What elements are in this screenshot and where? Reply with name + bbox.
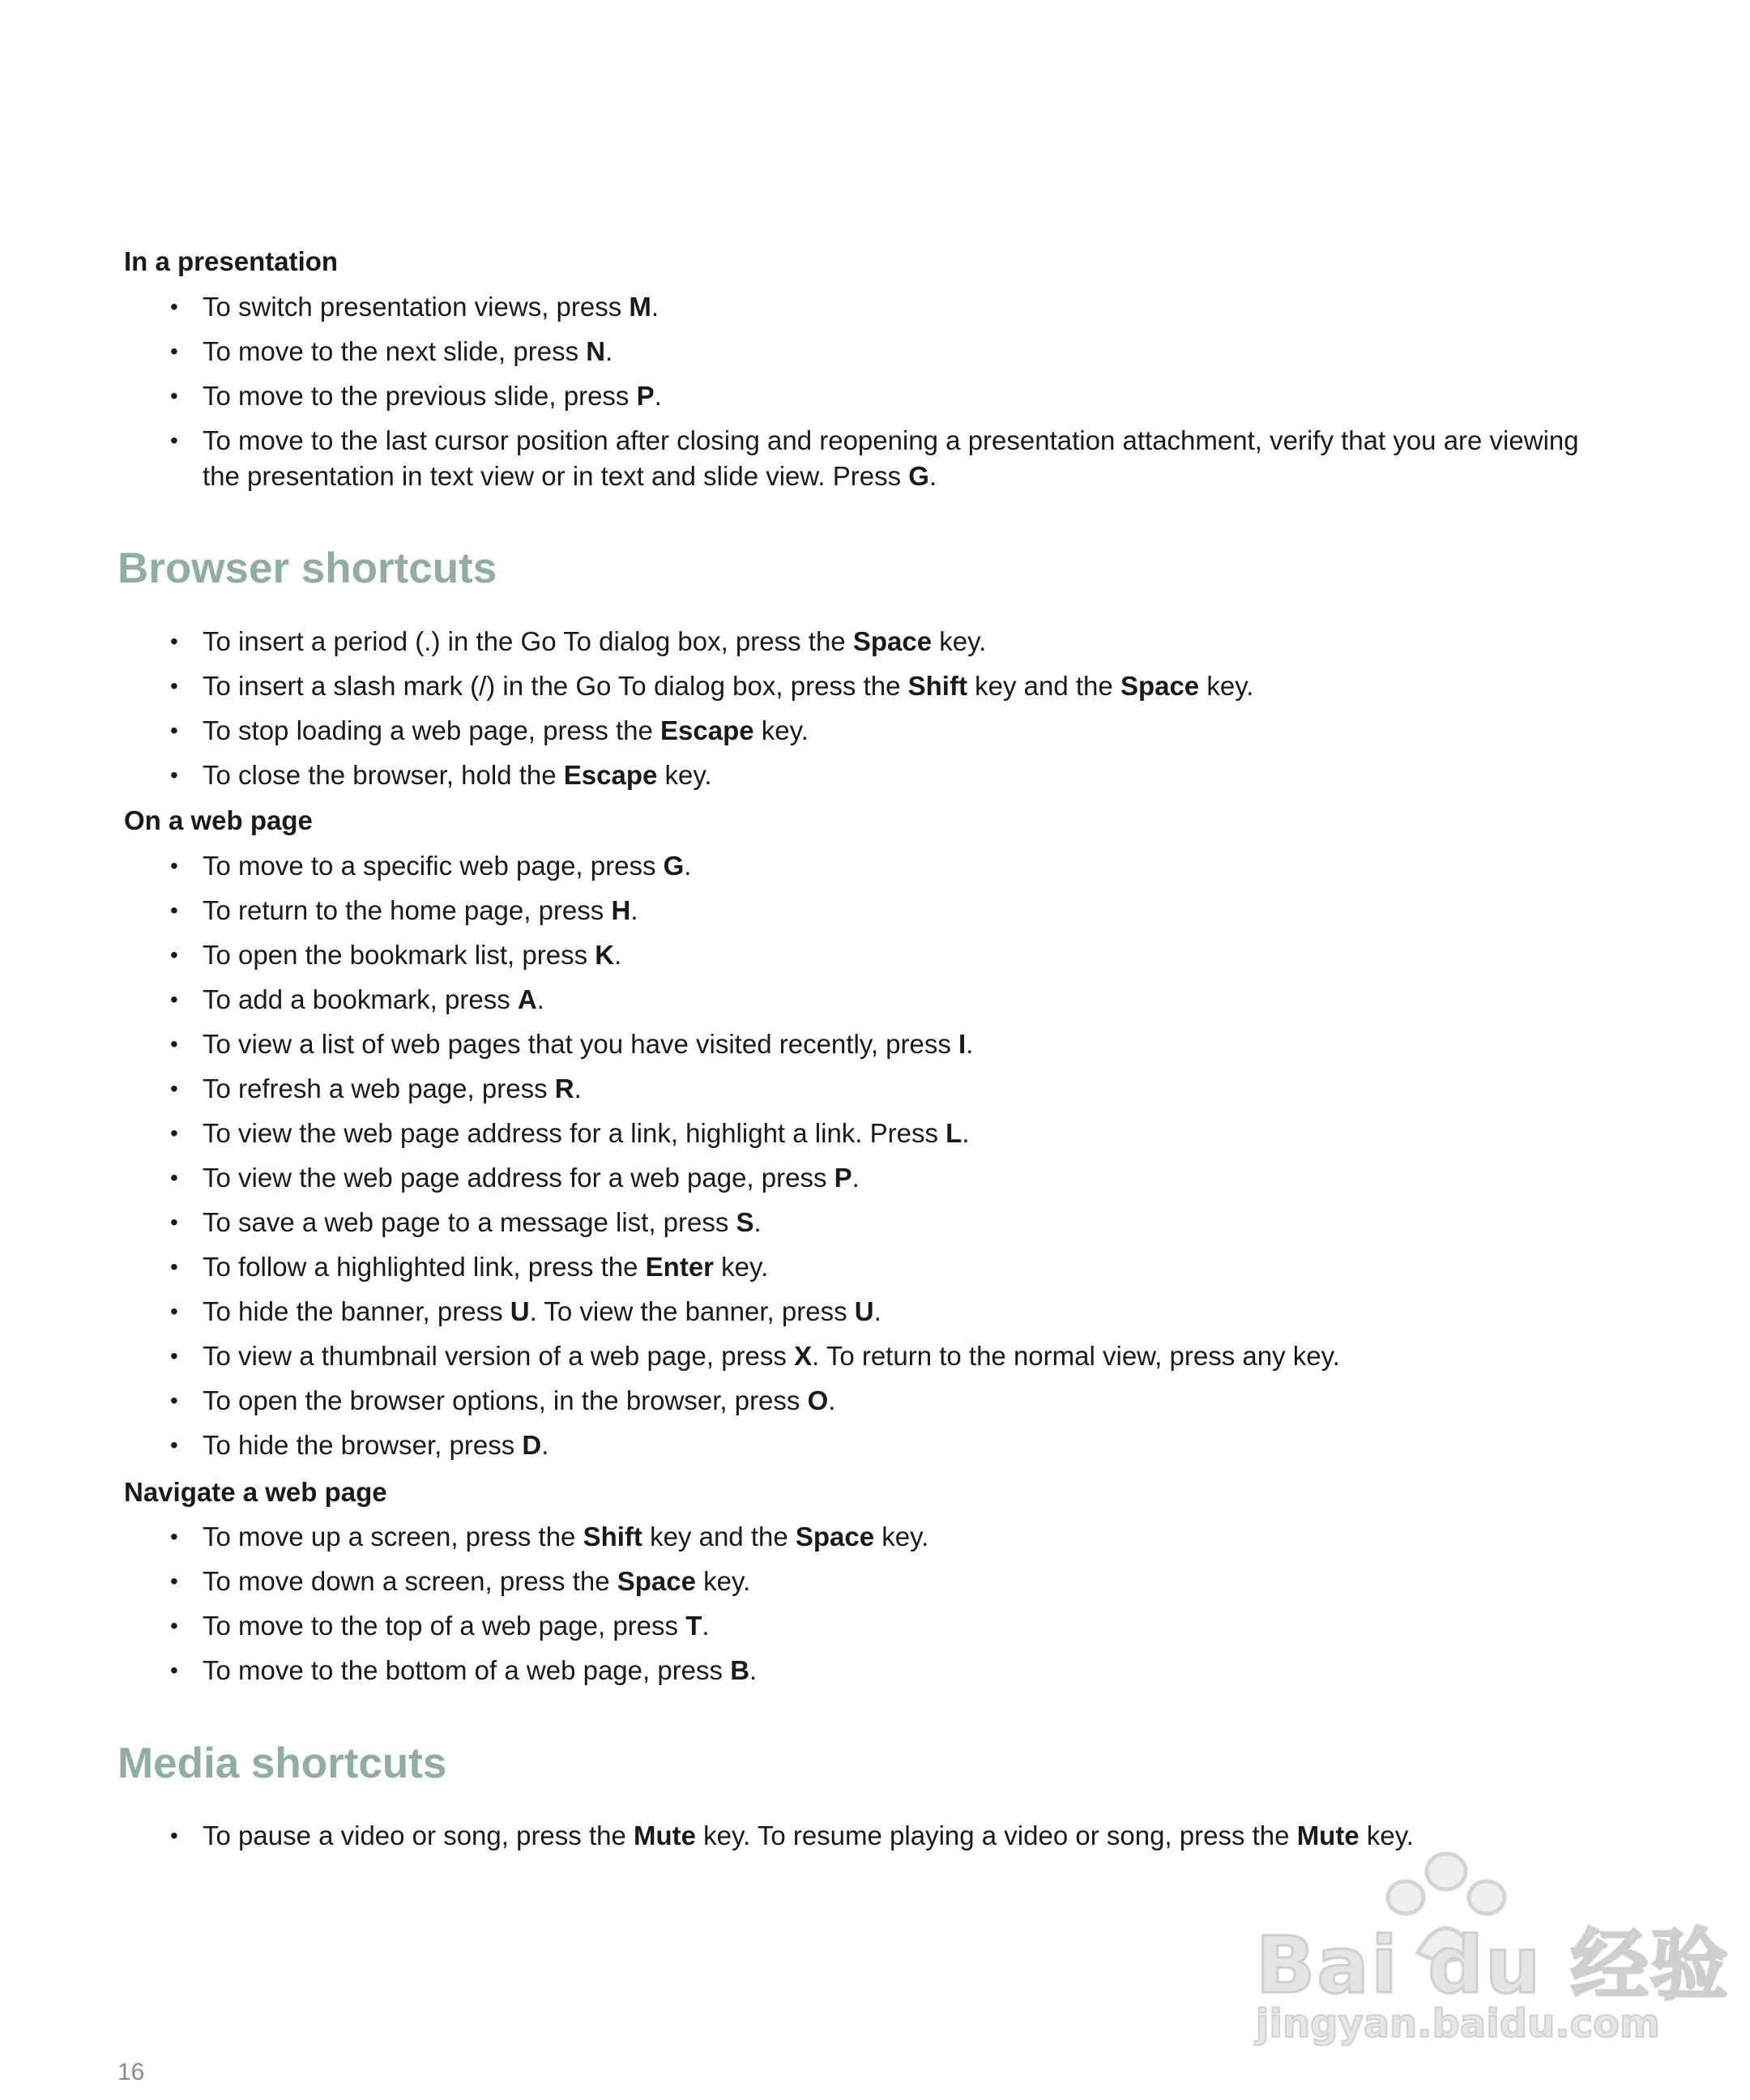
watermark-brand: Bai du 经验	[1256, 1920, 1730, 2011]
key-name: L	[945, 1118, 962, 1148]
item-text: . To view the banner, press	[529, 1296, 855, 1326]
key-name: K	[595, 940, 615, 970]
key-name: Mute	[634, 1820, 696, 1850]
key-name: R	[554, 1073, 574, 1103]
key-name: X	[794, 1341, 813, 1371]
item-text: key.	[657, 760, 712, 790]
bullet-icon: •	[170, 1120, 178, 1146]
list-item	[0, 1116, 1750, 1151]
bullet-icon: •	[170, 1165, 178, 1190]
key-name: D	[522, 1430, 542, 1460]
item-text: key.	[714, 1252, 769, 1282]
bullet-icon: •	[170, 428, 178, 453]
list-item	[0, 893, 1750, 928]
item-text: To switch presentation views, press	[203, 292, 630, 322]
presentation-shortcut-list	[0, 289, 1750, 503]
list-item	[0, 334, 1750, 369]
key-name: U	[854, 1296, 874, 1326]
item-text: To move to the previous slide, press	[203, 381, 637, 411]
bullet-icon: •	[170, 718, 178, 743]
item-text: To view the web page address for a web page, press	[203, 1163, 834, 1193]
key-name: H	[611, 895, 631, 925]
item-text: .	[684, 851, 692, 881]
key-name: Space	[617, 1566, 696, 1596]
list-item	[0, 1383, 1750, 1419]
item-text: To move to the last cursor position after closing and reopening a presentation attachment, verify that you are viewing the presentation in text view or in text and slide view. Press	[203, 425, 1579, 491]
key-name: A	[517, 984, 537, 1014]
item-text: .	[574, 1073, 582, 1103]
key-name: T	[685, 1611, 702, 1641]
item-text: key.	[874, 1522, 929, 1552]
list-item	[0, 1160, 1750, 1196]
key-name: G	[908, 461, 929, 491]
list-item	[0, 423, 1750, 494]
item-text: .	[536, 984, 544, 1014]
item-text: To move to the next slide, press	[203, 336, 587, 366]
item-text: To close the browser, hold the	[203, 760, 564, 790]
bullet-icon: •	[170, 1031, 178, 1056]
item-text: To open the bookmark list, press	[203, 940, 595, 970]
list-item	[0, 1249, 1750, 1285]
item-text: .	[630, 895, 638, 925]
item-text: .	[654, 381, 662, 411]
item-text: To hide the banner, press	[203, 1296, 510, 1326]
key-name: Space	[1120, 671, 1200, 701]
key-name: M	[629, 292, 651, 322]
item-text: To move down a screen, press the	[203, 1566, 617, 1596]
item-text: To move to the top of a web page, press	[203, 1611, 686, 1641]
item-text: .	[873, 1296, 881, 1326]
list-item	[0, 1294, 1750, 1330]
item-text: . To return to the normal view, press any key.	[812, 1341, 1340, 1371]
item-text: .	[753, 1207, 762, 1237]
item-text: key.	[1359, 1820, 1414, 1850]
item-text: To view the web page address for a link, highlight a link. Press	[203, 1118, 946, 1148]
bullet-icon: •	[170, 1343, 178, 1368]
item-text: To follow a highlighted link, press the	[203, 1252, 646, 1282]
item-text: To return to the home page, press	[203, 895, 612, 925]
list-item	[0, 1338, 1750, 1374]
key-name: U	[510, 1296, 530, 1326]
item-text: To open the browser options, in the browser, press	[203, 1385, 808, 1415]
list-item	[0, 848, 1750, 884]
item-text: key and the	[967, 671, 1120, 701]
bullet-icon: •	[170, 1432, 178, 1458]
key-name: P	[834, 1163, 852, 1193]
key-name: Shift	[583, 1522, 642, 1552]
key-name: Enter	[645, 1252, 715, 1282]
key-name: S	[736, 1207, 754, 1237]
navigate-shortcut-list	[0, 1519, 1750, 1697]
page-number: 16	[117, 2059, 145, 2085]
bullet-icon: •	[170, 1210, 178, 1235]
key-name: Mute	[1296, 1820, 1359, 1850]
item-text: key.	[696, 1566, 751, 1596]
list-item	[0, 668, 1750, 704]
key-name: Space	[852, 626, 933, 656]
list-item	[0, 1608, 1750, 1644]
key-name: B	[730, 1655, 750, 1685]
bullet-icon: •	[170, 383, 178, 408]
bullet-icon: •	[170, 1658, 178, 1683]
list-item	[0, 1071, 1750, 1107]
key-name: Escape	[660, 715, 754, 745]
baidu-watermark	[1248, 1847, 1730, 2050]
bullet-icon: •	[170, 1299, 178, 1324]
item-text: To view a thumbnail version of a web page, press	[203, 1341, 795, 1371]
key-name: P	[636, 381, 655, 411]
section-title-browser-shortcuts: Browser shortcuts	[117, 544, 497, 592]
watermark-url: jingyan.baidu.com	[1256, 2001, 1660, 2047]
list-item	[0, 1564, 1750, 1599]
key-name: Space	[795, 1522, 875, 1552]
item-text: To save a web page to a message list, press	[203, 1207, 736, 1237]
item-text: key. To resume playing a video or song, press the	[696, 1820, 1297, 1850]
subheading-navigate-a-web-page: Navigate a web page	[124, 1477, 387, 1507]
subheading-in-a-presentation: In a presentation	[124, 246, 339, 276]
item-text: To pause a video or song, press the	[203, 1820, 634, 1850]
item-text: .	[928, 461, 937, 491]
key-name: O	[807, 1385, 829, 1415]
bullet-icon: •	[170, 339, 178, 364]
item-text: To insert a period (.) in the Go To dialog box, press the	[203, 626, 853, 656]
key-name: Escape	[563, 760, 658, 790]
bullet-icon: •	[170, 853, 178, 878]
bullet-icon: •	[170, 1613, 178, 1638]
bullet-icon: •	[170, 762, 178, 788]
item-text: To move up a screen, press the	[203, 1522, 583, 1552]
browser-shortcut-list	[0, 624, 1750, 802]
bullet-icon: •	[170, 294, 178, 319]
item-text: To insert a slash mark (/) in the Go To dialog box, press the	[203, 671, 908, 701]
section-title-media-shortcuts: Media shortcuts	[117, 1739, 447, 1787]
bullet-icon: •	[170, 1569, 178, 1594]
item-text: To move to a specific web page, press	[203, 851, 664, 881]
item-text: key.	[753, 715, 809, 745]
bullet-icon: •	[170, 898, 178, 923]
item-text: .	[605, 336, 613, 366]
item-text: .	[651, 292, 659, 322]
item-text: To stop loading a web page, press the	[203, 715, 661, 745]
item-text: .	[966, 1029, 974, 1059]
item-text: .	[962, 1118, 970, 1148]
item-text: .	[702, 1611, 710, 1641]
list-item	[0, 1519, 1750, 1555]
list-item	[0, 713, 1750, 749]
item-text: .	[541, 1430, 549, 1460]
key-name: I	[958, 1029, 967, 1059]
list-item	[0, 624, 1750, 659]
bullet-icon: •	[170, 1254, 178, 1279]
list-item	[0, 758, 1750, 793]
item-text: To move to the bottom of a web page, press	[203, 1655, 731, 1685]
bullet-icon: •	[170, 987, 178, 1012]
item-text: .	[749, 1655, 758, 1685]
item-text: key and the	[642, 1522, 796, 1552]
key-name: N	[586, 336, 606, 366]
item-text: To hide the browser, press	[203, 1430, 523, 1460]
item-text: key.	[1199, 671, 1254, 701]
bullet-icon: •	[170, 942, 178, 967]
item-text: To view a list of web pages that you have visited recently, press	[203, 1029, 959, 1059]
subheading-on-a-web-page: On a web page	[124, 805, 313, 835]
item-text: To add a bookmark, press	[203, 984, 518, 1014]
item-text: .	[852, 1163, 860, 1193]
bullet-icon: •	[170, 629, 178, 654]
list-item	[0, 937, 1750, 973]
bullet-icon: •	[170, 1076, 178, 1101]
list-item	[0, 1428, 1750, 1463]
list-item	[0, 378, 1750, 414]
list-item	[0, 1027, 1750, 1062]
bullet-icon: •	[170, 673, 178, 698]
key-name: Shift	[907, 671, 967, 701]
list-item	[0, 1653, 1750, 1688]
item-text: key.	[932, 626, 987, 656]
bullet-icon: •	[170, 1524, 178, 1549]
list-item	[0, 982, 1750, 1018]
web-page-shortcut-list	[0, 848, 1750, 1472]
item-text: To refresh a web page, press	[203, 1073, 555, 1103]
list-item	[0, 289, 1750, 325]
item-text: .	[828, 1385, 836, 1415]
bullet-icon: •	[170, 1388, 178, 1413]
list-item	[0, 1205, 1750, 1240]
bullet-icon: •	[170, 1823, 178, 1848]
item-text: .	[614, 940, 622, 970]
key-name: G	[663, 851, 685, 881]
